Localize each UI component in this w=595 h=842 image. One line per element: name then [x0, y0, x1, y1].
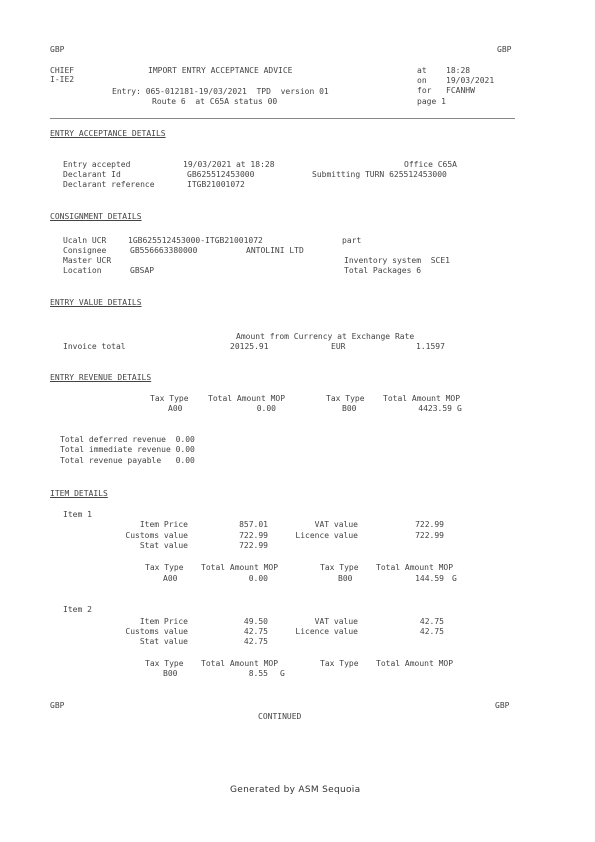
- on-value: 19/03/2021: [446, 76, 495, 85]
- gbp-marker-left: GBP: [50, 45, 65, 54]
- item-2-vat: 42.75: [419, 617, 444, 626]
- item-1-tax-type-header-1: Tax Type: [145, 563, 184, 572]
- form-code: I-IE2: [50, 75, 75, 84]
- revenue-tax-code-2: B00: [342, 404, 357, 413]
- item-2-stat-label: Stat value: [139, 637, 188, 646]
- item-1-price: 857.01: [239, 520, 268, 529]
- consignee-name: ANTOLINI LTD: [246, 246, 304, 255]
- ucr-label: Ucaln UCR: [63, 236, 107, 245]
- item-2-price: 49.50: [243, 617, 268, 626]
- item-2-stat: 42.75: [243, 637, 268, 646]
- entry-value-heading: ENTRY VALUE DETAILS: [50, 298, 142, 307]
- header-divider: [50, 118, 515, 119]
- item-1-total-amount-header-2: Total Amount MOP: [376, 563, 454, 572]
- item-1-licence: 722.99: [415, 531, 444, 540]
- item-1-vat-label: VAT value: [314, 520, 358, 529]
- entry-accepted-label: Entry accepted: [63, 160, 131, 169]
- item-1-licence-label: Licence value: [295, 531, 358, 540]
- revenue-tax-code-1: A00: [168, 404, 183, 413]
- submitting-turn: Submitting TURN 625512453000: [312, 170, 447, 179]
- total-packages: Total Packages 6: [344, 266, 422, 275]
- total-deferred-revenue: Total deferred revenue 0.00: [60, 435, 195, 444]
- revenue-amount-1: 0.00: [256, 404, 276, 413]
- location-value: GBSAP: [130, 266, 155, 275]
- item-2-tax-type-header-1: Tax Type: [145, 659, 184, 668]
- consignee-id: GB556663380000: [130, 246, 198, 255]
- for-label: for: [417, 86, 432, 95]
- item-1-amount-1: 0.00: [248, 574, 268, 583]
- item-1-vat: 722.99: [415, 520, 444, 529]
- entry-accepted-value: 19/03/2021 at 18:28: [183, 160, 275, 169]
- item-2-vat-label: VAT value: [314, 617, 358, 626]
- consignee-label: Consignee: [63, 246, 107, 255]
- item-1-label: Item 1: [63, 510, 92, 519]
- revenue-total-amount-header-1: Total Amount MOP: [208, 394, 286, 403]
- consignment-heading: CONSIGNMENT DETAILS: [50, 212, 142, 221]
- generated-by-footer: Generated by ASM Sequoia: [230, 785, 361, 795]
- item-1-amount-2: 144.59: [415, 574, 444, 583]
- revenue-amount-2: 4423.59: [418, 404, 452, 413]
- item-1-tax-code-1: A00: [163, 574, 178, 583]
- declarant-ref-value: ITGB21001072: [187, 180, 245, 189]
- item-2-total-amount-header-1: Total Amount MOP: [201, 659, 279, 668]
- at-value: 18:28: [446, 66, 471, 75]
- location-label: Location: [63, 266, 102, 275]
- entry-acceptance-heading: ENTRY ACCEPTANCE DETAILS: [50, 129, 166, 138]
- exchange-rate: 1.1597: [416, 342, 445, 351]
- gbp-marker-bottom-right: GBP: [495, 701, 510, 710]
- inventory-system: Inventory system SCE1: [344, 256, 450, 265]
- item-2-mop-1: G: [280, 669, 285, 678]
- revenue-mop-2: G: [457, 404, 462, 413]
- declarant-ref-label: Declarant reference: [63, 180, 155, 189]
- document-title: IMPORT ENTRY ACCEPTANCE ADVICE: [148, 66, 293, 75]
- at-label: at: [417, 66, 427, 75]
- invoice-currency: EUR: [331, 342, 346, 351]
- item-1-customs: 722.99: [239, 531, 268, 540]
- revenue-tax-type-header-2: Tax Type: [326, 394, 365, 403]
- route-line: Route 6 at C65A status 00: [152, 97, 278, 106]
- item-2-licence-label: Licence value: [295, 627, 358, 636]
- invoice-total-label: Invoice total: [63, 342, 126, 351]
- item-1-tax-type-header-2: Tax Type: [320, 563, 359, 572]
- gbp-marker-bottom-left: GBP: [50, 701, 65, 710]
- item-2-customs-label: Customs value: [125, 627, 188, 636]
- item-2-customs: 42.75: [243, 627, 268, 636]
- page-number: page 1: [417, 97, 446, 106]
- declarant-id-value: GB625512453000: [187, 170, 255, 179]
- item-1-tax-code-2: B00: [338, 574, 353, 583]
- office-label: Office C65A: [404, 160, 457, 169]
- item-2-label: Item 2: [63, 605, 92, 614]
- revenue-tax-type-header-1: Tax Type: [150, 394, 189, 403]
- on-label: on: [417, 76, 427, 85]
- item-1-price-label: Item Price: [139, 520, 188, 529]
- total-revenue-payable: Total revenue payable 0.00: [60, 456, 195, 465]
- item-1-customs-label: Customs value: [125, 531, 188, 540]
- item-2-tax-code-1: B00: [163, 669, 178, 678]
- item-details-heading: ITEM DETAILS: [50, 489, 108, 498]
- ucr-value: 1GB625512453000-ITGB21001072: [128, 236, 263, 245]
- for-value: FCANHW: [446, 86, 475, 95]
- item-1-stat-label: Stat value: [139, 541, 188, 550]
- item-1-mop-2: G: [452, 574, 457, 583]
- item-2-tax-type-header-2: Tax Type: [320, 659, 359, 668]
- system-name: CHIEF: [50, 66, 75, 75]
- entry-value-column-header: Amount from Currency at Exchange Rate: [236, 332, 415, 341]
- item-1-total-amount-header-1: Total Amount MOP: [201, 563, 279, 572]
- item-2-total-amount-header-2: Total Amount MOP: [376, 659, 454, 668]
- part-label: part: [342, 236, 362, 245]
- master-ucr-label: Master UCR: [63, 256, 112, 265]
- item-1-stat: 722.99: [239, 541, 268, 550]
- item-2-licence: 42.75: [419, 627, 444, 636]
- gbp-marker-right: GBP: [497, 45, 512, 54]
- revenue-total-amount-header-2: Total Amount MOP: [383, 394, 461, 403]
- declarant-id-label: Declarant Id: [63, 170, 121, 179]
- continued-label: CONTINUED: [258, 712, 302, 721]
- entry-reference-line: Entry: 065-012181-19/03/2021 TPD version 01: [112, 87, 329, 96]
- entry-revenue-heading: ENTRY REVENUE DETAILS: [50, 373, 152, 382]
- item-2-price-label: Item Price: [139, 617, 188, 626]
- item-2-amount-1: 8.55: [248, 669, 268, 678]
- total-immediate-revenue: Total immediate revenue 0.00: [60, 445, 195, 454]
- invoice-amount: 20125.91: [230, 342, 269, 351]
